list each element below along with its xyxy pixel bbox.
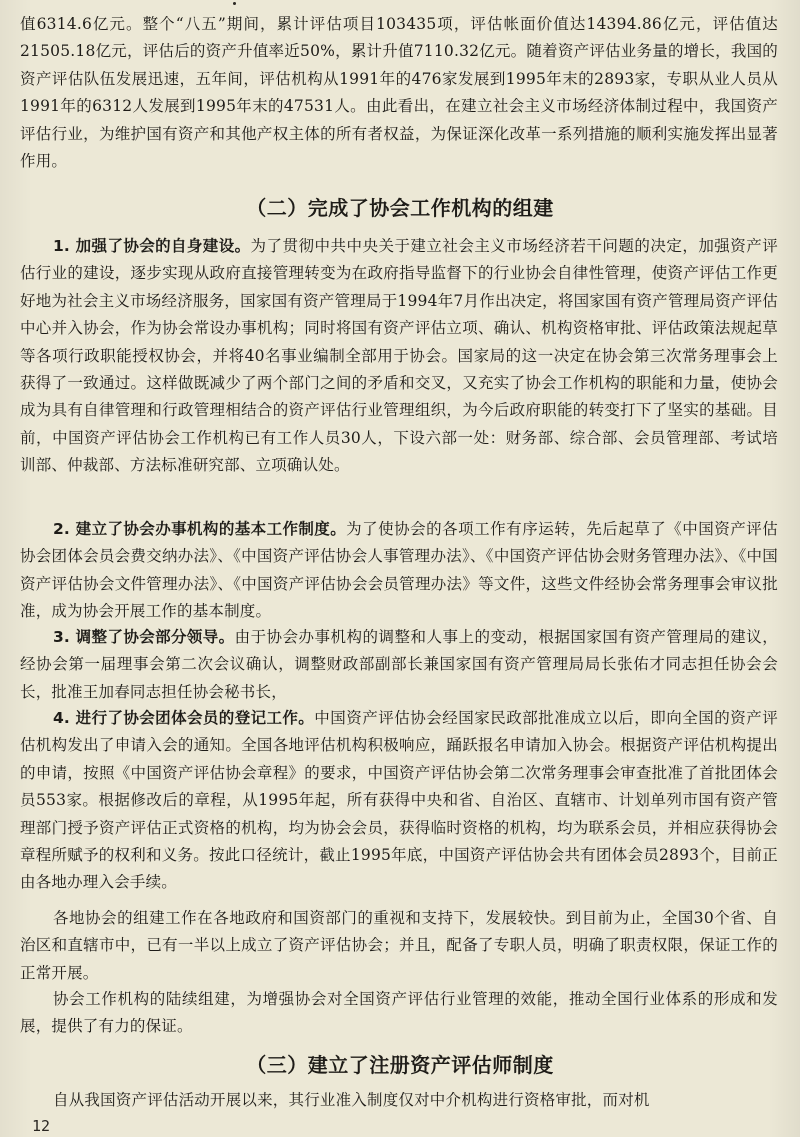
print-mark	[233, 2, 236, 5]
body-paragraph-5: 各地协会的组建工作在各地政府和国资部门的重视和支持下，发展较快。到目前为止，全国30个省、自治区和直辖市中，已有一半以上成立了资产评估协会；并且，配备了专职人员，明确了职责权限，保证工作的正常开展。	[20, 909, 778, 982]
section-heading-2: （二）完成了协会工作机构的组建	[246, 196, 554, 220]
item-lead-1: 1. 加强了协会的自身建设。	[53, 237, 251, 255]
item-paragraph-4	[20, 705, 778, 897]
body-paragraph-6: 协会工作机构的陆续组建，为增强协会对全国资产评估行业管理的效能，推动全国行业体系的形成和发展，提供了有力的保证。	[20, 990, 778, 1036]
item-paragraph-2	[20, 516, 778, 626]
item-paragraph-3	[20, 624, 778, 706]
body-paragraph-7: 自从我国资产评估活动开展以来，其行业准入制度仅对中介机构进行资格审批，而对机	[53, 1091, 650, 1109]
item-body-3: 由于协会办事机构的调整和人事上的变动，根据国家国有资产管理局的建议，经协会第一届理事会第二次会议确认，调整财政部副部长兼国家国有资产管理局局长张佑才同志担任协会会长，批准王加春同志担任协会秘书长，	[20, 628, 778, 701]
item-body-4: 中国资产评估协会经国家民政部批准成立以后，即向全国的资产评估机构发出了申请入会的通知。全国各地评估机构积极响应，踊跃报名申请加入协会。根据资产评估机构提出的申请，按照《中国资产评估协会章程》的要求，中国资产评估协会第二次常务理事会审查批准了首批团体会员553家。根据修改后的章程，从1995年起，所有获得中央和省、自治区、直辖市、计划单列市国有资产管理部门授予资产评估正式资格的机构，均为协会会员，获得临时资格的机构，均为联系会员，并相应获得协会章程所赋予的权利和义务。按此口径统计，截止1995年底，中国资产评估协会共有团体会员2893个，目前正由各地办理入会手续。	[20, 709, 778, 892]
page-number: 12	[32, 1117, 51, 1135]
item-body-1: 为了贯彻中共中央关于建立社会主义市场经济若干问题的决定，加强资产评估行业的建设，逐步实现从政府直接管理转变为在政府指导监督下的行业协会自律性管理，使资产评估工作更好地为社会主义市场经济服务，国家国有资产管理局于1994年7月作出决定，将国家国有资产管理局资产评估中心并入协会，作为协会常设办事机构；同时将国有资产评估立项、确认、机构资格审批、评估政策法规起草等各项行政职能授权协会，并将40名事业编制全部用于协会。国家局的这一决定在协会第三次常务理事会上获得了一致通过。这样做既减少了两个部门之间的矛盾和交叉，又充实了协会工作机构的职能和力量，使协会成为具有自律管理和行政管理相结合的资产评估行业管理组织，为今后政府职能的转变打下了坚实的基础。目前，中国资产评估协会工作机构已有工作人员30人，下设六部一处：财务部、综合部、会员管理部、考试培训部、仲裁部、方法标准研究部、立项确认处。	[20, 237, 778, 475]
item-body-2: 为了使协会的各项工作有序运转，先后起草了《中国资产评估协会团体会员会费交纳办法》、《中国资产评估协会人事管理办法》、《中国资产评估协会财务管理办法》、《中国资产评估协会文件管理办法》、《中国资产评估协会会员管理办法》等文件，这些文件经协会常务理事会审议批准，成为协会开展工作的基本制度。	[20, 520, 778, 621]
section-heading-3: （三）建立了注册资产评估师制度	[246, 1053, 554, 1077]
item-paragraph-1	[20, 233, 778, 480]
item-lead-4: 4. 进行了协会团体会员的登记工作。	[53, 709, 315, 727]
item-lead-3: 3. 调整了协会部分领导。	[53, 628, 235, 646]
item-lead-2: 2. 建立了协会办事机构的基本工作制度。	[53, 520, 347, 538]
intro-paragraph: 值6314.6亿元。整个“八五”期间，累计评估项目103435项，评估帐面价值达14394.86亿元，评估值达21505.18亿元，评估后的资产升值率近50%，累计升值7110.32亿元。随着资产评估业务量的增长，我国的资产评估队伍发展迅速，五年间，评估机构从1991年的476家发展到1995年末的2893家，专职从业人员从1991年的6312人发展到1995年末的47531人。由此看出，在建立社会主义市场经济体制过程中，我国资产评估行业，为维护国有资产和其他产权主体的所有者权益，为保证深化改革一系列措施的顺利实施发挥出显著作用。	[20, 15, 778, 171]
